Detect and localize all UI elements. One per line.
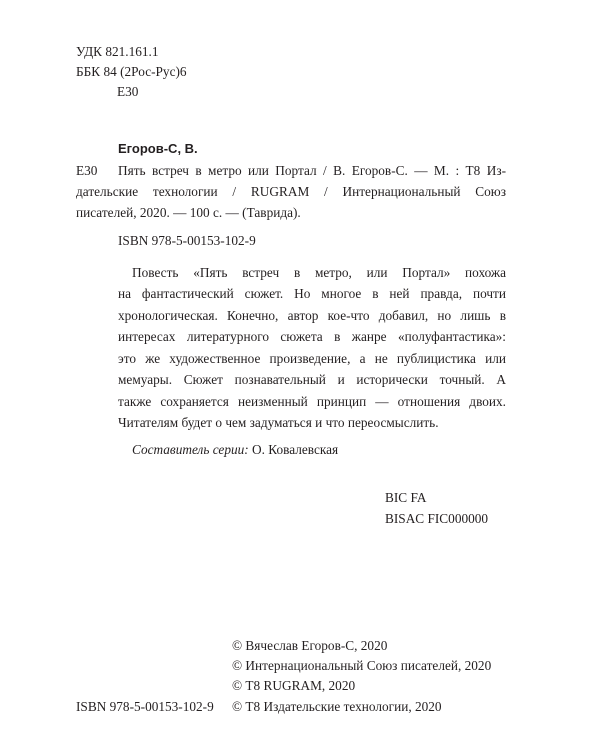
entry-author-mark: Е30 [76,163,98,178]
description-line-3: писателей, 2020. — 100 с. — (Таврида). [76,205,301,220]
bibliographic-description [118,160,506,182]
description-line-1: Пять встреч в метро или Портал / В. Егоров-С. — М. : Т8 Из- [118,163,506,178]
annotation-line-4: интересах литературного сюжета в жанре «полуфантастика»: [118,329,506,344]
annotation-line-2: на фантастический сюжет. Но многое в ней правда, почти [118,286,506,301]
series-compiler [132,439,338,461]
bic-code: BIC FA [385,490,427,505]
copyright-author: © Вячеслав Егоров-С, 2020 [232,638,388,653]
copyright-rugram: © Т8 RUGRAM, 2020 [232,678,356,693]
author-heading: Егоров-С, В. [118,141,198,156]
entry-isbn: ISBN 978-5-00153-102-9 [118,233,256,248]
annotation-line-3: хронологическая. Конечно, автор кое-что добавил, но лишь в [118,307,506,323]
copyright-union: © Интернациональный Союз писателей, 2020 [232,658,492,673]
bibliographic-description-cont [76,181,506,203]
udk-code: УДК 821.161.1 [76,44,159,59]
annotation-line-5: это же художественное произведение, а не публицистика или [118,350,506,366]
author-mark: Е30 [117,84,139,99]
footer-isbn: ISBN 978-5-00153-102-9 [76,699,214,714]
annotation-line-8: Читателям будет о чем задуматься и что переосмыслить. [118,415,439,430]
copyright-t8: © Т8 Издательские технологии, 2020 [232,699,442,714]
annotation-line-7: также сохраняется неизменный принцип — отношения двоих. [118,393,506,409]
annotation-body [118,283,506,434]
series-compiler-name: О. Ковалевская [252,442,339,457]
annotation-first-line-wrap [132,262,506,284]
annotation-line-6: мемуары. Сюжет познавательный и исторически точный. А [118,372,506,387]
annotation-line-1: Повесть «Пять встреч в метро, или Портал» похожа [132,265,506,280]
description-line-2: дательские технологии / RUGRAM / Интернациональный Союз [76,184,506,199]
series-compiler-label: Составитель серии: [132,442,249,457]
bisac-code: BISAC FIC000000 [385,511,489,526]
bbk-code: ББК 84 (2Рос-Рус)6 [76,64,187,79]
